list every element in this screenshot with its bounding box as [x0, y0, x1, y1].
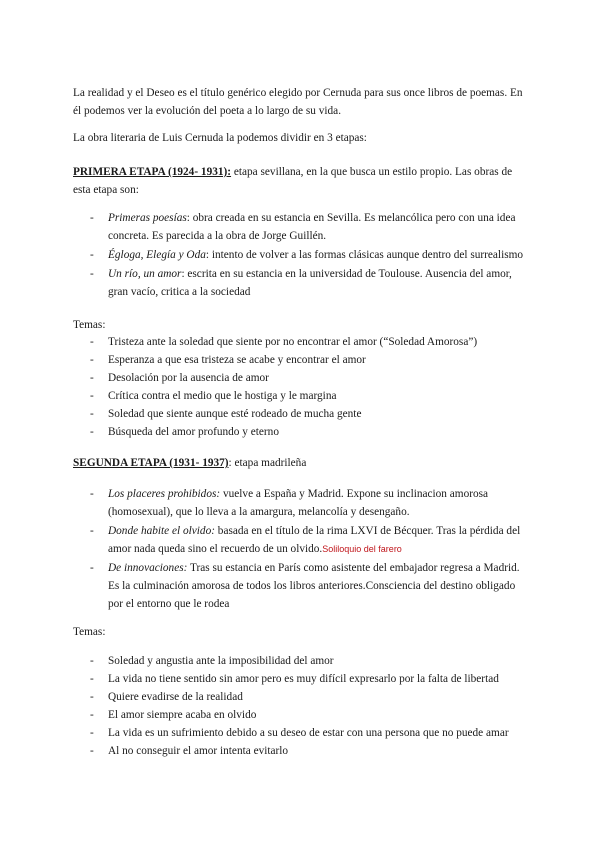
work-description: : intento de volver a las formas clásicas aunque dentro del surrealismo — [205, 249, 524, 261]
work-title: Primeras poesías — [108, 212, 187, 224]
work-title: Un río, un amor — [108, 268, 182, 280]
work-title: Égloga, Elegía y Oda — [108, 249, 206, 261]
first-stage-heading: PRIMERA ETAPA (1924- 1931): — [73, 166, 232, 178]
theme-text: Tristeza ante la soledad que siente por no encontrar el amor (“Soledad Amorosa”) — [108, 336, 478, 348]
theme-text: Quiere evadirse de la realidad — [108, 691, 243, 703]
list-item: - Esperanza a que esa tristeza se acabe y encontrar el amor — [90, 354, 366, 366]
first-stage-text: etapa sevillana, en la que busca un estilo propio. Las obras de esta etapa son: — [73, 166, 513, 196]
work-title: Donde habite el olvido: — [108, 525, 215, 537]
theme-text: Soledad y angustia ante la imposibilidad del amor — [108, 655, 334, 667]
list-item: - La vida no tiene sentido sin amor pero es muy difícil expresarlo por la falta de libertad — [90, 673, 499, 685]
second-stage-text: : etapa madrileña — [228, 457, 307, 469]
second-stage-themes-label: Temas: — [73, 626, 106, 638]
list-item: - Búsqueda del amor profundo y eterno — [90, 426, 279, 438]
work-description: : escrita en su estancia en la universidad de Toulouse. Ausencia del amor, gran vacío, critica a la sociedad — [108, 268, 512, 298]
list-item: - Al no conseguir el amor intenta evitarlo — [90, 745, 289, 757]
second-stage-themes — [73, 652, 533, 760]
theme-text: Esperanza a que esa tristeza se acabe y encontrar el amor — [108, 354, 366, 366]
theme-text: La vida es un sufrimiento debido a su deseo de estar con una persona que no puede amar — [108, 727, 509, 739]
list-item: - Crítica contra el medio que le hostiga y le margina — [90, 390, 337, 402]
work-description: : obra creada en su estancia en Sevilla. Es melancólica pero con una idea concreta. Es parecida a la obra de Jorge Guillén. — [108, 212, 516, 242]
theme-text: Búsqueda del amor profundo y eterno — [108, 426, 279, 438]
second-stage-works — [73, 485, 533, 614]
first-stage-themes — [73, 333, 533, 441]
list-item: - De innovaciones: Tras su estancia en París como asistente del embajador regresa a Madrid. Es la culminación amorosa de todos los libros anteriores.Consciencia del destino obligado por el entorno que le rodea — [90, 562, 520, 610]
list-item: - El amor siempre acaba en olvido — [90, 709, 257, 721]
theme-text: Crítica contra el medio que le hostiga y le margina — [108, 390, 337, 402]
theme-text: Al no conseguir el amor intenta evitarlo — [108, 745, 289, 757]
work-title: De innovaciones: — [108, 562, 188, 574]
list-item: - Un río, un amor: escrita en su estancia en la universidad de Toulouse. Ausencia del amor, gran vacío, critica a la sociedad — [90, 268, 512, 298]
theme-text: La vida no tiene sentido sin amor pero es muy difícil expresarlo por la falta de libertad — [108, 673, 499, 685]
list-item: - Tristeza ante la soledad que siente por no encontrar el amor (“Soledad Amorosa”) — [90, 336, 478, 348]
stages-intro: La obra literaria de Luis Cernuda la podemos dividir en 3 etapas: — [73, 132, 367, 144]
second-stage-paragraph — [73, 454, 528, 472]
list-item: - La vida es un sufrimiento debido a su deseo de estar con una persona que no puede amar — [90, 727, 509, 739]
first-stage-themes-label: Temas: — [73, 319, 106, 331]
first-stage-paragraph — [73, 163, 528, 199]
list-item: - Égloga, Elegía y Oda: intento de volver a las formas clásicas aunque dentro del surrealismo — [90, 249, 524, 261]
annotation-note: Soliloquio del farero — [322, 544, 402, 554]
list-item: - Primeras poesías: obra creada en su estancia en Sevilla. Es melancólica pero con una idea concreta. Es parecida a la obra de Jorge Guillén. — [90, 212, 516, 242]
first-stage-works — [73, 209, 533, 302]
list-item: - Donde habite el olvido: basada en el título de la rima LXVI de Bécquer. Tras la pérdida del amor nada queda sino el recuerdo de un olvido.Soliloquio del farero — [90, 525, 521, 555]
intro-paragraph: La realidad y el Deseo es el título genérico elegido por Cernuda para sus once libros de poemas. En él podemos ver la evolución del poeta a lo largo de su vida. — [73, 87, 523, 117]
work-description: Tras su estancia en París como asistente del embajador regresa a Madrid. Es la culminación amorosa de todos los libros anteriores.Consciencia del destino obligado por el entorno que le rodea — [108, 562, 520, 610]
list-item: - Desolación por la ausencia de amor — [90, 372, 269, 384]
second-stage-heading: SEGUNDA ETAPA (1931- 1937) — [73, 457, 229, 469]
work-title: Los placeres prohibidos: — [108, 488, 221, 500]
work-description: vuelve a España y Madrid. Expone su inclinacion amorosa (homosexual), que lo lleva a la amargura, melancolía y desengaño. — [108, 488, 489, 518]
list-item: - Soledad que siente aunque esté rodeado de mucha gente — [90, 408, 362, 420]
theme-text: El amor siempre acaba en olvido — [108, 709, 257, 721]
list-item: - Soledad y angustia ante la imposibilidad del amor — [90, 655, 334, 667]
list-item: - Quiere evadirse de la realidad — [90, 691, 243, 703]
list-item: - Los placeres prohibidos: vuelve a España y Madrid. Expone su inclinacion amorosa (homosexual), que lo lleva a la amargura, melancolía y desengaño. — [90, 488, 489, 518]
theme-text: Desolación por la ausencia de amor — [108, 372, 269, 384]
theme-text: Soledad que siente aunque esté rodeado de mucha gente — [108, 408, 362, 420]
work-description: basada en el título de la rima LXVI de Bécquer. Tras la pérdida del amor nada queda sino el recuerdo de un olvido. — [108, 525, 521, 555]
